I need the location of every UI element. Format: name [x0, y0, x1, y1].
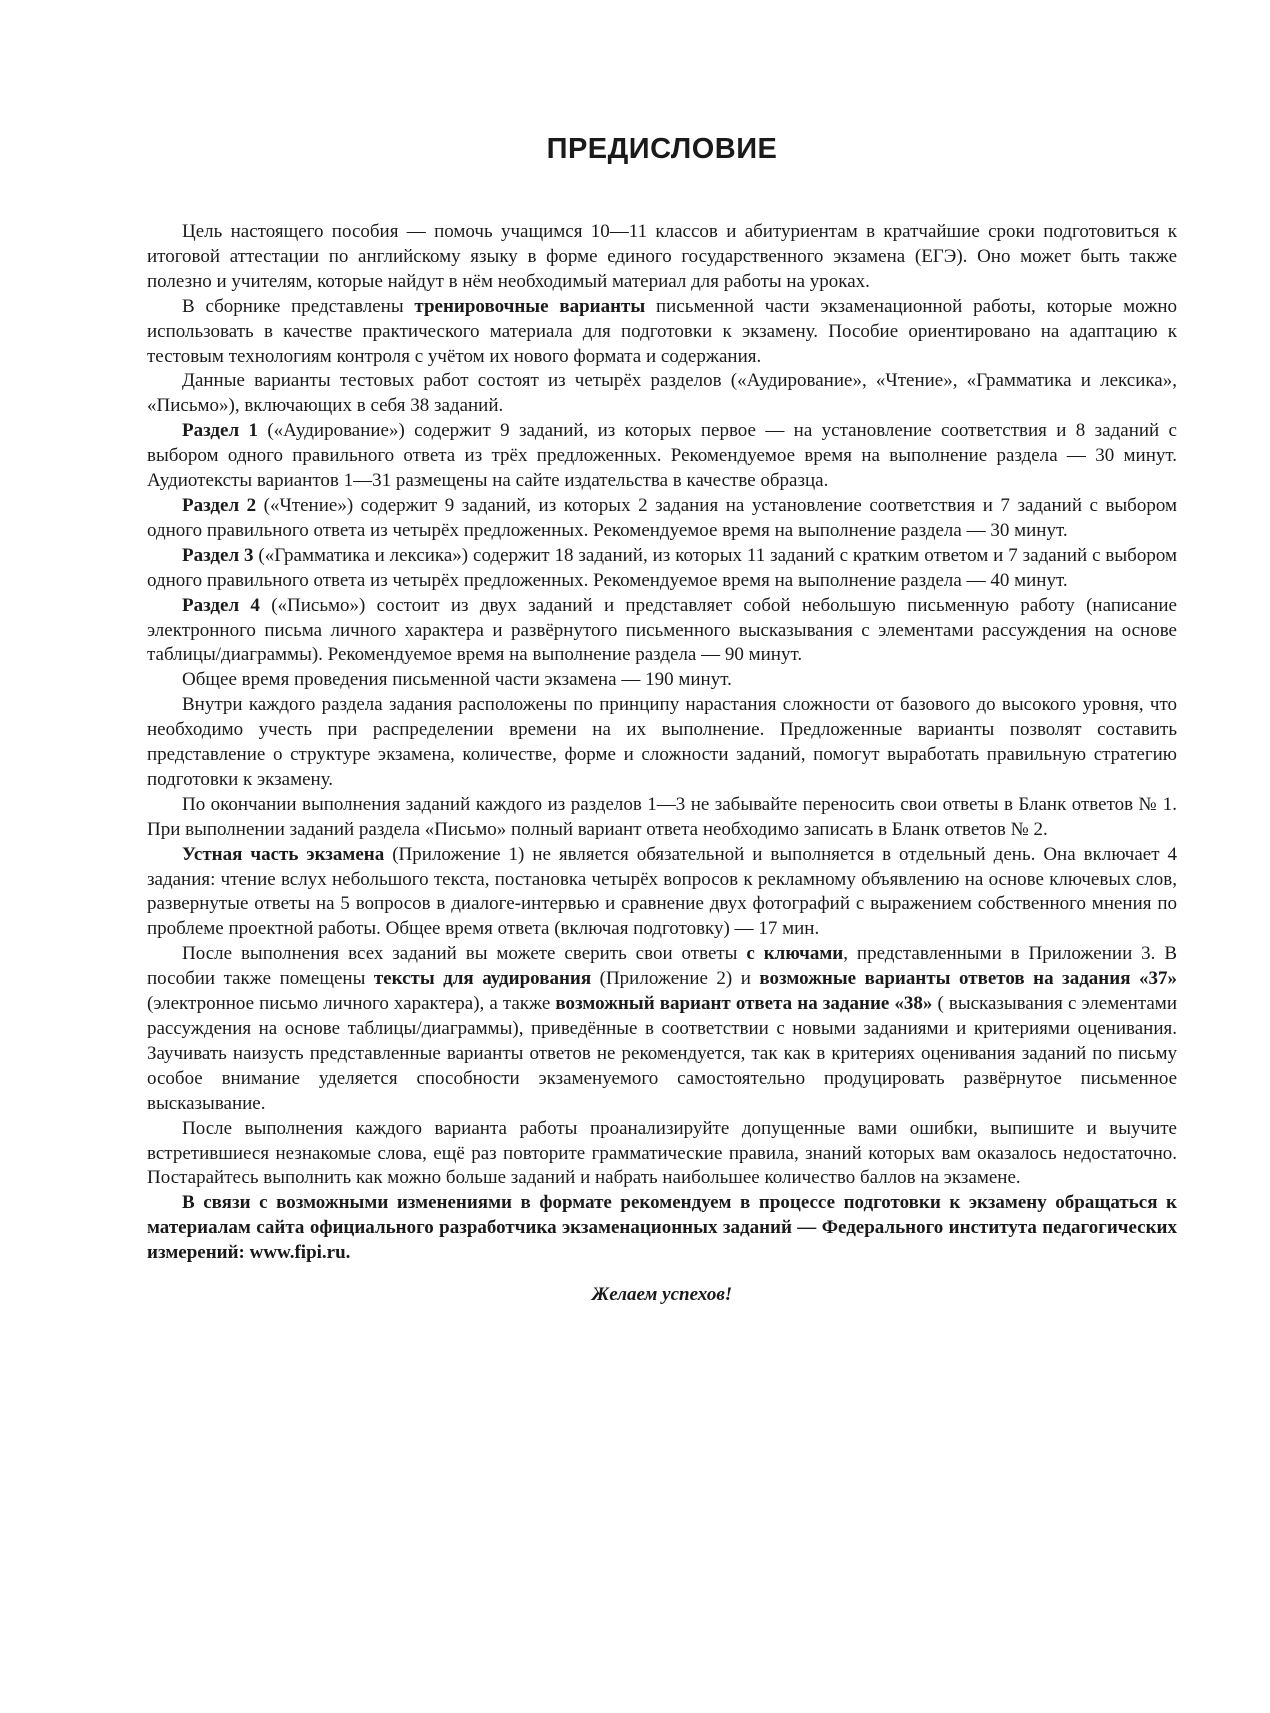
paragraph-oral-part: Устная часть экзамена (Приложение 1) не является обязательной и выполняется в отдельный день. Она включает 4 задания: чтение вслух небольшого текста, постановка четырёх вопросов к рекламному объявлению на основе ключевых слов, развернутые ответы на 5 вопросов в диалоге-интервью и сравнение двух фотографий с выражением собственного мнения по проблеме проектной работы. Общее время ответа (включая подготовку) — 17 мин.	[147, 843, 1178, 940]
paragraph-difficulty: Внутри каждого раздела задания расположены по принципу нарастания сложности от базового до высокого уровня, что необходимо учесть при распределении времени на их выполнение. Предложенные варианты позволят составить представление о структуре экзамена, количестве, форме и сложности заданий, помогут выработать правильную стратегию подготовки к экзамену.	[147, 694, 1177, 790]
oral-part-label: Устная часть экзамена	[182, 843, 385, 865]
paragraph-purpose: Цель настоящего пособия — помочь учащимся 10—11 классов и абитуриентам в кратчайшие сроки подготовиться к итоговой аттестации по английскому языку в форме единого государственного экзамена (ЕГЭ). Оно может быть также полезно и учителям, которые найдут в нём необходимый материал для работы на уроках.	[147, 221, 1177, 292]
section-4-label: Раздел 4	[182, 594, 260, 616]
paragraph-after-variant: После выполнения каждого варианта работы проанализируйте допущенные вами ошибки, выпишите и выучите встретившиеся незнакомые слова, ещё раз повторите грамматические правила, знаний которых вам оказалось недостаточно. Постарайтесь выполнить как можно больше заданий и набрать наибольшее количество баллов на экзамене.	[147, 1117, 1177, 1189]
paragraph-keys: После выполнения всех заданий вы можете сверить свои ответы с ключами, представленными в Приложении 3. В пособии также помещены тексты для аудирования (Приложение 2) и возможные варианты ответов на задания «37» (электронное письмо личного характера), а также возможный вариант ответа на задание «38» ( высказывания с элементами рассуждения на основе таблицы/диаграммы), приведённые в соответствии с новыми заданиями и критериями оценивания. Заучивать наизусть представленные варианты ответов не рекомендуется, так как в критериях оценивания заданий по письму особое внимание уделяется способности экзаменуемого самостоятельно продуцировать развёрнутое письменное высказывание.	[147, 943, 1177, 1114]
paragraph-training-variants: В сборнике представлены тренировочные варианты письменной части экзаменационной работы, которые можно использовать в качестве практического материала для подготовки к экзамену. Пособие ориентировано на адаптацию к тестовым технологиям контроля с учётом их нового формата и содержания.	[147, 295, 1178, 367]
paragraph-fipi-notice: В связи с возможными изменениями в формате рекомендуем в процессе подготовки к экзамену обращаться к материалам сайта официального разработчика экзаменационных заданий — Федерального института педагогических измерений: www.fipi.ru.	[147, 1192, 1177, 1264]
bold-answer-38: возможный вариант ответа на задание «38»	[555, 993, 933, 1015]
section-1-label: Раздел 1	[182, 420, 258, 442]
paragraph-answer-sheets: По окончании выполнения заданий каждого из разделов 1—3 не забывайте переносить свои ответы в Бланк ответов № 1. При выполнении заданий раздела «Письмо» полный вариант ответа необходимо записать в Бланк ответов № 2.	[147, 793, 1177, 840]
paragraph-section-2: Раздел 2 («Чтение») содержит 9 заданий, из которых 2 задания на установление соответствия и 7 заданий с выбором одного правильного ответа из четырёх предложенных. Рекомендуемое время на выполнение раздела — 30 минут.	[147, 494, 1178, 541]
paragraph-section-3: Раздел 3 («Грамматика и лексика») содержит 18 заданий, из которых 11 заданий с кратким ответом и 7 заданий с выбором одного правильного ответа из четырёх предложенных. Рекомендуемое время на выполнение раздела — 40 минут.	[147, 544, 1177, 591]
bold-listening-texts: тексты для аудирования	[373, 968, 592, 990]
section-3-label: Раздел 3	[182, 544, 254, 566]
paragraph-total-time: Общее время проведения письменной части экзамена — 190 минут.	[182, 669, 732, 691]
section-2-label: Раздел 2	[182, 494, 257, 516]
page-title: ПРЕДИСЛОВИЕ	[546, 133, 778, 165]
bold-training-variants: тренировочные варианты	[414, 295, 646, 317]
closing-wish: Желаем успехов!	[591, 1284, 733, 1306]
preface-body	[147, 220, 1177, 1266]
bold-keys: с ключами	[746, 943, 844, 965]
bold-answers-37: возможные варианты ответов на задания «37»	[759, 968, 1177, 990]
paragraph-section-1: Раздел 1 («Аудирование») содержит 9 заданий, из которых первое — на установление соответствия и 8 заданий с выбором одного правильного ответа из трёх предложенных. Рекомендуемое время на выполнение раздела — 30 минут. Аудиотексты вариантов 1—31 размещены на сайте издательства в качестве образца.	[147, 420, 1177, 492]
paragraph-structure: Данные варианты тестовых работ состоят из четырёх разделов («Аудирование», «Чтение», «Грамматика и лексика», «Письмо»), включающих в себя 38 заданий.	[147, 370, 1177, 417]
paragraph-section-4: Раздел 4 («Письмо») состоит из двух заданий и представляет собой небольшую письменную работу (написание электронного письма личного характера и развёрнутого письменного высказывания с элементами рассуждения на основе таблицы/диаграммы). Рекомендуемое время на выполнение раздела — 90 минут.	[147, 594, 1177, 666]
preface-page	[147, 0, 1177, 1306]
